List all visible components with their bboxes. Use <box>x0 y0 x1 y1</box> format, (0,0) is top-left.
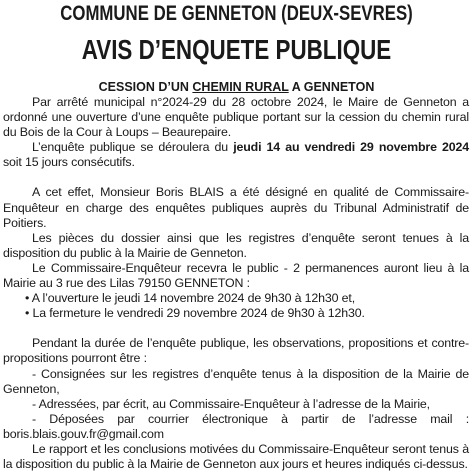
subject-pre: CESSION D’UN <box>98 80 193 94</box>
paragraph-commissioner: A cet effet, Monsieur Boris BLAIS a été désigné en qualité de Commissaire-Enquêteur en charge des enquêtes publiques auprès du Tribunal Administratif de Poitiers. <box>3 185 469 230</box>
bullet-closing: • La fermeture le vendredi 29 novembre 2024 de 9h30 à 12h30. <box>25 306 365 321</box>
dates-post: soit 15 jours consécutifs. <box>3 155 135 170</box>
commune-heading: COMMUNE DE GENNETON (DEUX-SEVRES) <box>60 2 413 25</box>
dates-pre: L’enquête publique se déroulera du <box>32 140 234 155</box>
paragraph-permanences: Le Commissaire-Enquêteur recevra le public - 2 permanences auront lieu à la Mairie au 3 rue des Lilas 79150 GENNETON : <box>3 260 469 291</box>
subject-underlined: CHEMIN RURAL <box>192 80 289 94</box>
subject-post: A GENNETON <box>288 80 375 94</box>
notice-title: AVIS D’ENQUETE PUBLIQUE <box>81 34 392 65</box>
notice-body <box>3 95 469 472</box>
paragraph-decree: Par arrêté municipal n°2024-29 du 28 octobre 2024, le Maire de Genneton a ordonné une ouverture d’une enquête publique portant sur la cession du chemin rural du Bois de la Cour à Loups – Beaurepaire. <box>3 95 469 140</box>
paragraph-documents: Les pièces du dossier ainsi que les registres d’enquête seront tenues à la disposition du public à la Mairie de Genneton. <box>3 230 469 260</box>
item-registers: - Consignées sur les registres d’enquête tenus à la disposition de la Mairie de Genneton, <box>3 366 469 396</box>
paragraph-observations: Pendant la durée de l’enquête publique, les observations, propositions et contre-propositions pourront être : <box>3 336 469 366</box>
paragraph-dates <box>3 140 469 170</box>
dates-bold: jeudi 14 au vendredi 29 novembre 2024 <box>233 140 469 155</box>
notice-subject <box>0 80 473 94</box>
item-email: - Déposées par courrier électronique à partir de l’adresse mail : boris.blais.gouv.fr@gmail.com <box>3 411 469 441</box>
item-mail: - Adressées, par écrit, au Commissaire-Enquêteur à l’adresse de la Mairie, <box>32 396 430 411</box>
paragraph-report: Le rapport et les conclusions motivées du Commissaire-Enquêteur seront tenus à la disposition du public à la Mairie de Genneton aux jours et heures indiqués ci-dessus. <box>3 441 469 472</box>
bullet-opening: • A l’ouverture le jeudi 14 novembre 2024 de 9h30 à 12h30 et, <box>25 291 355 306</box>
